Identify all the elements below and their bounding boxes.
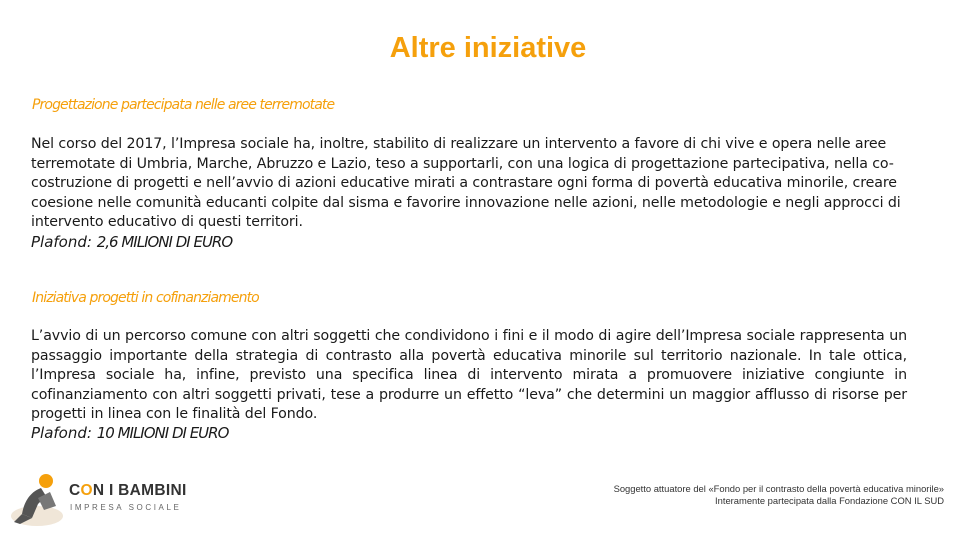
plafond-label: Plafond: bbox=[31, 233, 92, 251]
footer-note bbox=[614, 483, 944, 507]
footer-line-1: Soggetto attuatore del «Fondo per il contrasto della povertà educativa minorile» bbox=[613, 483, 944, 494]
logo-name-c: C bbox=[69, 482, 81, 499]
plafond-cofinanziamento bbox=[31, 424, 228, 442]
section-body-terremotate: Nel corso del 2017, l’Impresa sociale ha, inoltre, stabilito di realizzare un intervento a favore di chi vive e opera nelle aree terremotate di Umbria, Marche, Abruzzo e Lazio, teso a supportarli, con una logica di progettazione partecipativa, nella co-costruzione di progetti e nell’avvio di azioni educative mirati a contrastare ogni forma di povertà educativa minorile, creare coesione nelle comunità educanti colpite dal sisma e favorire innovazione nelle azioni, nelle metodologie e negli approcci di intervento educativo di questi territori. bbox=[31, 136, 901, 230]
plafond-terremotate bbox=[31, 233, 232, 251]
section-heading-terremotate: Progettazione partecipata nelle aree terremotate bbox=[32, 97, 335, 113]
footer-line-2: Interamente partecipata dalla Fondazione CON IL SUD bbox=[715, 495, 944, 506]
logo-name bbox=[69, 482, 187, 500]
section-heading-cofinanziamento: Iniziativa progetti in cofinanziamento bbox=[32, 290, 259, 306]
con-i-bambini-logo bbox=[8, 472, 187, 528]
page-title: Altre iniziative bbox=[389, 32, 587, 64]
child-reading-icon bbox=[8, 472, 66, 528]
section-body-cofinanziamento: L’avvio di un percorso comune con altri soggetti che condividono i fini e il modo di agire dell’Impresa sociale rappresenta un passaggio importante della strategia di contrasto alla povertà educativa minorile sul territorio nazionale. In tale ottica, l’Impresa sociale ha, infine, previsto una specifica linea di intervento mirata a promuovere iniziative congiunte in cofinanziamento con altri soggetti privati, tese a produrre un effetto “leva” che determini un maggior afflusso di risorse per progetti in linea con le finalità del Fondo. bbox=[31, 328, 907, 422]
plafond-amount: 10 MILIONI DI EURO bbox=[96, 424, 229, 442]
plafond-label: Plafond: bbox=[31, 424, 92, 442]
plafond-amount: 2,6 MILIONI DI EURO bbox=[96, 233, 233, 251]
logo-name-o: O bbox=[80, 482, 93, 499]
logo-subtitle: IMPRESA SOCIALE bbox=[70, 503, 182, 512]
logo-name-rest: N I BAMBINI bbox=[92, 482, 187, 499]
